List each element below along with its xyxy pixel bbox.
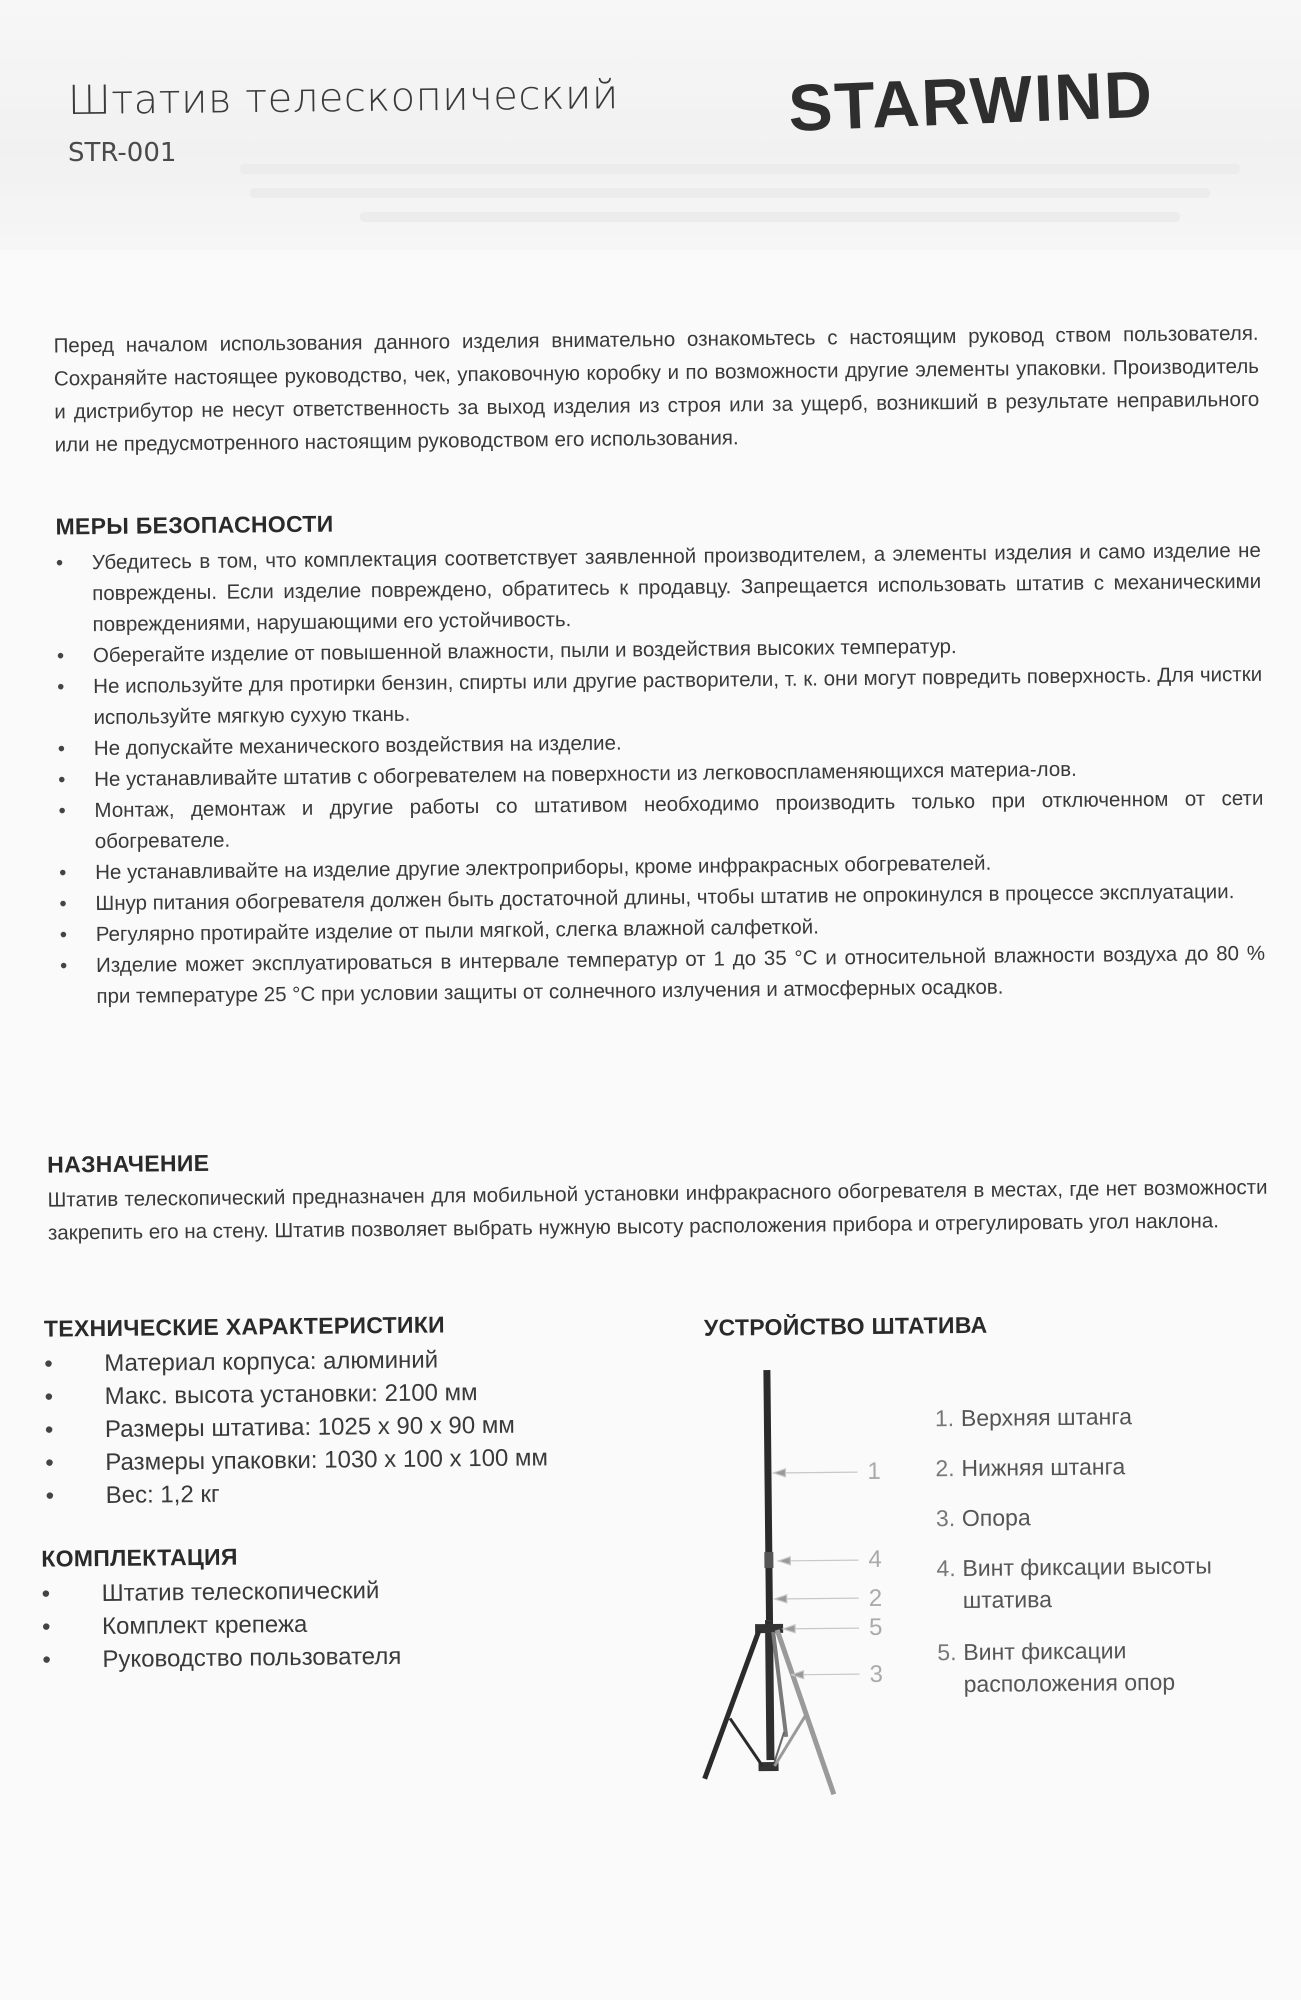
list-item: • Не устанавливайте штатив с обогревателем на поверхности из легковоспламеняющихся материа-лов. xyxy=(58,752,1263,796)
bullet-icon: • xyxy=(44,1416,54,1444)
part-item: 2. Нижняя штанга xyxy=(935,1453,1126,1482)
safety-heading: МЕРЫ БЕЗОПАСНОСТИ xyxy=(55,510,334,540)
spec-item: • Размеры упаковки: 1030 x 100 x 100 мм xyxy=(45,1441,548,1479)
tripod-illustration xyxy=(684,1361,919,1813)
specs-heading: ТЕХНИЧЕСКИЕ ХАРАКТЕРИСТИКИ xyxy=(43,1311,446,1342)
bullet-icon: • xyxy=(41,1580,51,1608)
list-item: • Шнур питания обогревателя должен быть достаточной длины, чтобы штатив не опрокинулся в процессе эксплуатации. xyxy=(59,876,1264,920)
bullet-icon: • xyxy=(59,923,68,947)
kit-item: • Комплект крепежа xyxy=(42,1607,401,1644)
list-item: • Монтаж, демонтаж и другие работы со штативом необходимо производить только при отключенном от сети обогревателе. xyxy=(58,786,1264,854)
list-item: • Регулярно протирайте изделие от пыли мягкой, слегка влажной салфеткой. xyxy=(60,907,1265,951)
bullet-icon: • xyxy=(58,768,66,792)
callout-arrows xyxy=(773,1468,859,1679)
model-number: STR-001 xyxy=(68,138,177,168)
height-lock-screw xyxy=(764,1552,773,1568)
part-item: 5. Винт фиксации расположения опор xyxy=(937,1637,1176,1698)
callout-label: 2 xyxy=(868,1584,883,1612)
specs-list xyxy=(44,1342,548,1512)
callout-label: 5 xyxy=(868,1613,883,1641)
upper-pole xyxy=(763,1370,773,1620)
bullet-icon: • xyxy=(44,1350,53,1378)
list-item: • Убедитесь в том, что комплектация соответствует заявленной производителем, а элементы изделия и само изделие не повреждены. Если изделие повреждено, обратитесь к продавцу. Запрещается использовать штатив с механическими повреждениями, нарушающими его устойчивость. xyxy=(55,538,1262,637)
callout-label: 3 xyxy=(869,1660,884,1688)
intro-paragraph: Перед началом использования данного изделия внимательно ознакомьтесь с настоящим руковод ством пользователя. Сохраняйте настоящее руководство, чек, упаковочную коробку и по возможности другие элементы упаковки. Производитель и дистрибутор не несут ответственность за выход изделия из строя или за ущерб, возникший в результате неправильного или не предусмотренного настоящим руководством его использования. xyxy=(53,321,1260,457)
bullet-icon: • xyxy=(59,954,68,978)
leg-left xyxy=(703,1630,761,1779)
leg-right xyxy=(777,1629,834,1795)
list-item: • Не допускайте механического воздействия на изделие. xyxy=(58,721,1263,765)
document-title: Штатив телескопический xyxy=(67,72,619,124)
part-item: 1. Верхняя штанга xyxy=(934,1403,1133,1432)
callout-label: 1 xyxy=(867,1457,881,1485)
part-item: 4. Винт фиксации высоты штатива xyxy=(936,1552,1212,1614)
purpose-heading: НАЗНАЧЕНИЕ xyxy=(47,1149,210,1178)
bullet-icon: • xyxy=(55,551,64,575)
bullet-icon: • xyxy=(44,1383,54,1411)
brace-left xyxy=(730,1718,763,1766)
tripod-diagram xyxy=(684,1361,919,1813)
list-item: • Изделие может эксплуатироваться в интервале температур от 1 до 35 °C и относительной влажности воздуха до 80 % при температуре 25 °C при условии защиты от солнечного излучения и атмосферных осадков. xyxy=(59,941,1266,1009)
kit-item: • Штатив телескопический xyxy=(42,1574,401,1611)
parts-legend xyxy=(935,1399,1264,1720)
callout-label: 4 xyxy=(868,1545,882,1573)
spec-item: • Материал корпуса: алюминий xyxy=(44,1342,547,1380)
kit-heading: КОМПЛЕКТАЦИЯ xyxy=(41,1543,238,1572)
kit-list xyxy=(42,1574,402,1677)
list-item: • Не используйте для протирки бензин, спирты или другие растворители, т. к. они могут повредить поверхность. Для чистки используйте мягкую сухую ткань. xyxy=(57,662,1263,730)
bullet-icon: • xyxy=(59,892,67,916)
bullet-icon: • xyxy=(41,1613,51,1641)
part-item: 3. Опора xyxy=(935,1504,1031,1532)
bullet-icon: • xyxy=(56,644,65,668)
brand-logo: STARWIND xyxy=(786,56,1156,146)
spec-item: • Размеры штатива: 1025 x 90 x 90 мм xyxy=(45,1408,548,1446)
bullet-icon: • xyxy=(45,1482,55,1510)
purpose-paragraph: Штатив телескопический предназначен для мобильной установки инфракрасного обогревателя в местах, где нет возможности закрепить его на стену. Штатив позволяет выбрать нужную высоту расположения прибора и отрегулировать угол наклона. xyxy=(47,1175,1268,1245)
bullet-icon: • xyxy=(57,675,65,699)
brace-right xyxy=(774,1715,807,1766)
bullet-icon: • xyxy=(59,861,67,885)
bullet-icon: • xyxy=(57,737,66,761)
spec-item: • Макс. высота установки: 2100 мм xyxy=(44,1375,547,1413)
safety-list xyxy=(56,535,1266,1013)
list-item: • Оберегайте изделие от повышенной влажности, пыли и воздействия высоких температур. xyxy=(57,628,1262,672)
bullet-icon: • xyxy=(42,1646,51,1674)
bullet-icon: • xyxy=(58,799,66,823)
spec-item: • Вес: 1,2 кг xyxy=(45,1474,548,1512)
kit-item: • Руководство пользователя xyxy=(42,1640,401,1677)
bullet-icon: • xyxy=(45,1449,54,1477)
list-item: • Не устанавливайте на изделие другие электроприборы, кроме инфракрасных обогревателей. xyxy=(59,845,1264,889)
device-heading: УСТРОЙСТВО ШТАТИВА xyxy=(703,1311,988,1341)
